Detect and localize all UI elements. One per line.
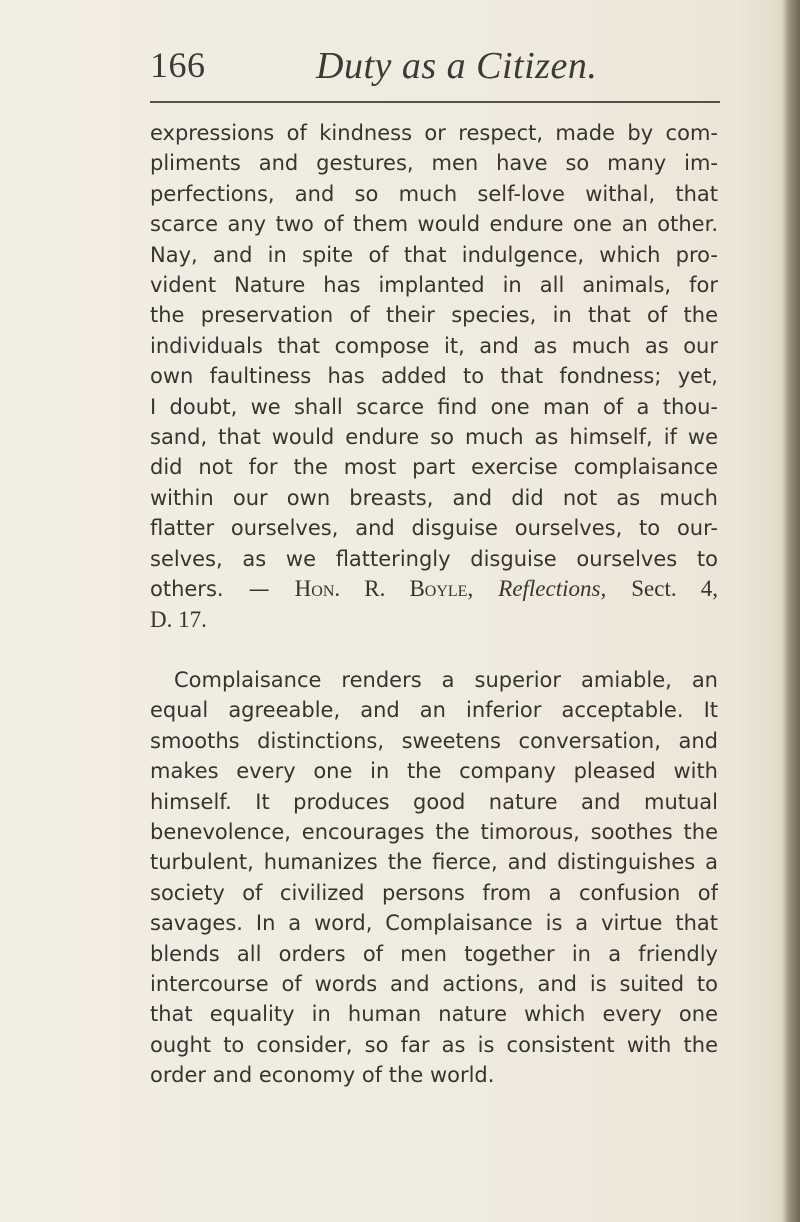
header-rule	[150, 101, 720, 103]
running-header	[150, 44, 720, 94]
citation-end: D. 17.	[150, 606, 207, 632]
citation-section: Sect. 4,	[631, 576, 718, 602]
citation-author: Hon. R. Boyle,	[294, 576, 474, 602]
page-body	[150, 118, 718, 1091]
text-line: I doubt, we shall scarce find one man of a thou-	[150, 394, 718, 419]
text-line: benevolence, encourages the timorous, soothes the	[150, 819, 718, 844]
text-line: Nay, and in spite of that indulgence, which pro-	[150, 242, 718, 267]
text-line: selves, as we flatteringly disguise ourselves to	[150, 546, 718, 571]
text-line: intercourse of words and actions, and is suited to	[150, 971, 718, 996]
text-line: individuals that compose it, and as much as our	[150, 333, 718, 358]
paragraph-complaisance	[150, 665, 718, 1091]
text-line: Complaisance renders a superior amiable, an	[174, 667, 718, 692]
text-line: that equality in human nature which every one	[150, 1002, 718, 1027]
text-line: blends all orders of men together in a friendly	[150, 941, 718, 966]
text-line: expressions of kindness or respect, made by com-	[150, 121, 718, 145]
page-number: 166	[150, 45, 206, 85]
text-line: ought to consider, so far as is consistent with the	[150, 1032, 718, 1057]
text-line: within our own breasts, and did not as much	[150, 485, 718, 510]
text-line: perfections, and so much self-love withal, that	[150, 181, 718, 206]
text-line: smooths distinctions, sweetens conversation, and	[150, 728, 718, 753]
text-line: vident Nature has implanted in all animals, for	[150, 273, 718, 298]
text-line: flatter ourselves, and disguise ourselves, to our-	[150, 516, 718, 541]
text-line: own faultiness has added to that fondness; yet,	[150, 364, 718, 389]
citation-prefix: others. —	[150, 577, 295, 602]
paragraph-boyle-quote	[150, 118, 718, 635]
text-line: pliments and gestures, men have so many im-	[150, 151, 718, 176]
running-title: Duty as a Citizen.	[316, 45, 598, 87]
text-line: himself. It produces good nature and mutual	[150, 789, 718, 814]
text-line: society of civilized persons from a confusion of	[150, 880, 718, 905]
text-line: the preservation of their species, in that of the	[150, 303, 718, 328]
page-gutter-shadow	[782, 0, 800, 1222]
text-line: savages. In a word, Complaisance is a virtue that	[150, 911, 718, 936]
citation-end-line	[150, 605, 718, 635]
text-line: scarce any two of them would endure one an other.	[150, 212, 718, 237]
citation-work: Reflections,	[498, 576, 607, 602]
text-line: equal agreeable, and an inferior acceptable. It	[150, 698, 718, 723]
text-line: order and economy of the world.	[150, 1063, 495, 1088]
text-line: makes every one in the company pleased with	[150, 759, 718, 784]
text-line: turbulent, humanizes the fierce, and distinguishes a	[150, 850, 718, 875]
text-line: sand, that would endure so much as himself, if we	[150, 425, 718, 450]
citation-line	[150, 574, 718, 604]
text-line: did not for the most part exercise complaisance	[150, 455, 718, 480]
